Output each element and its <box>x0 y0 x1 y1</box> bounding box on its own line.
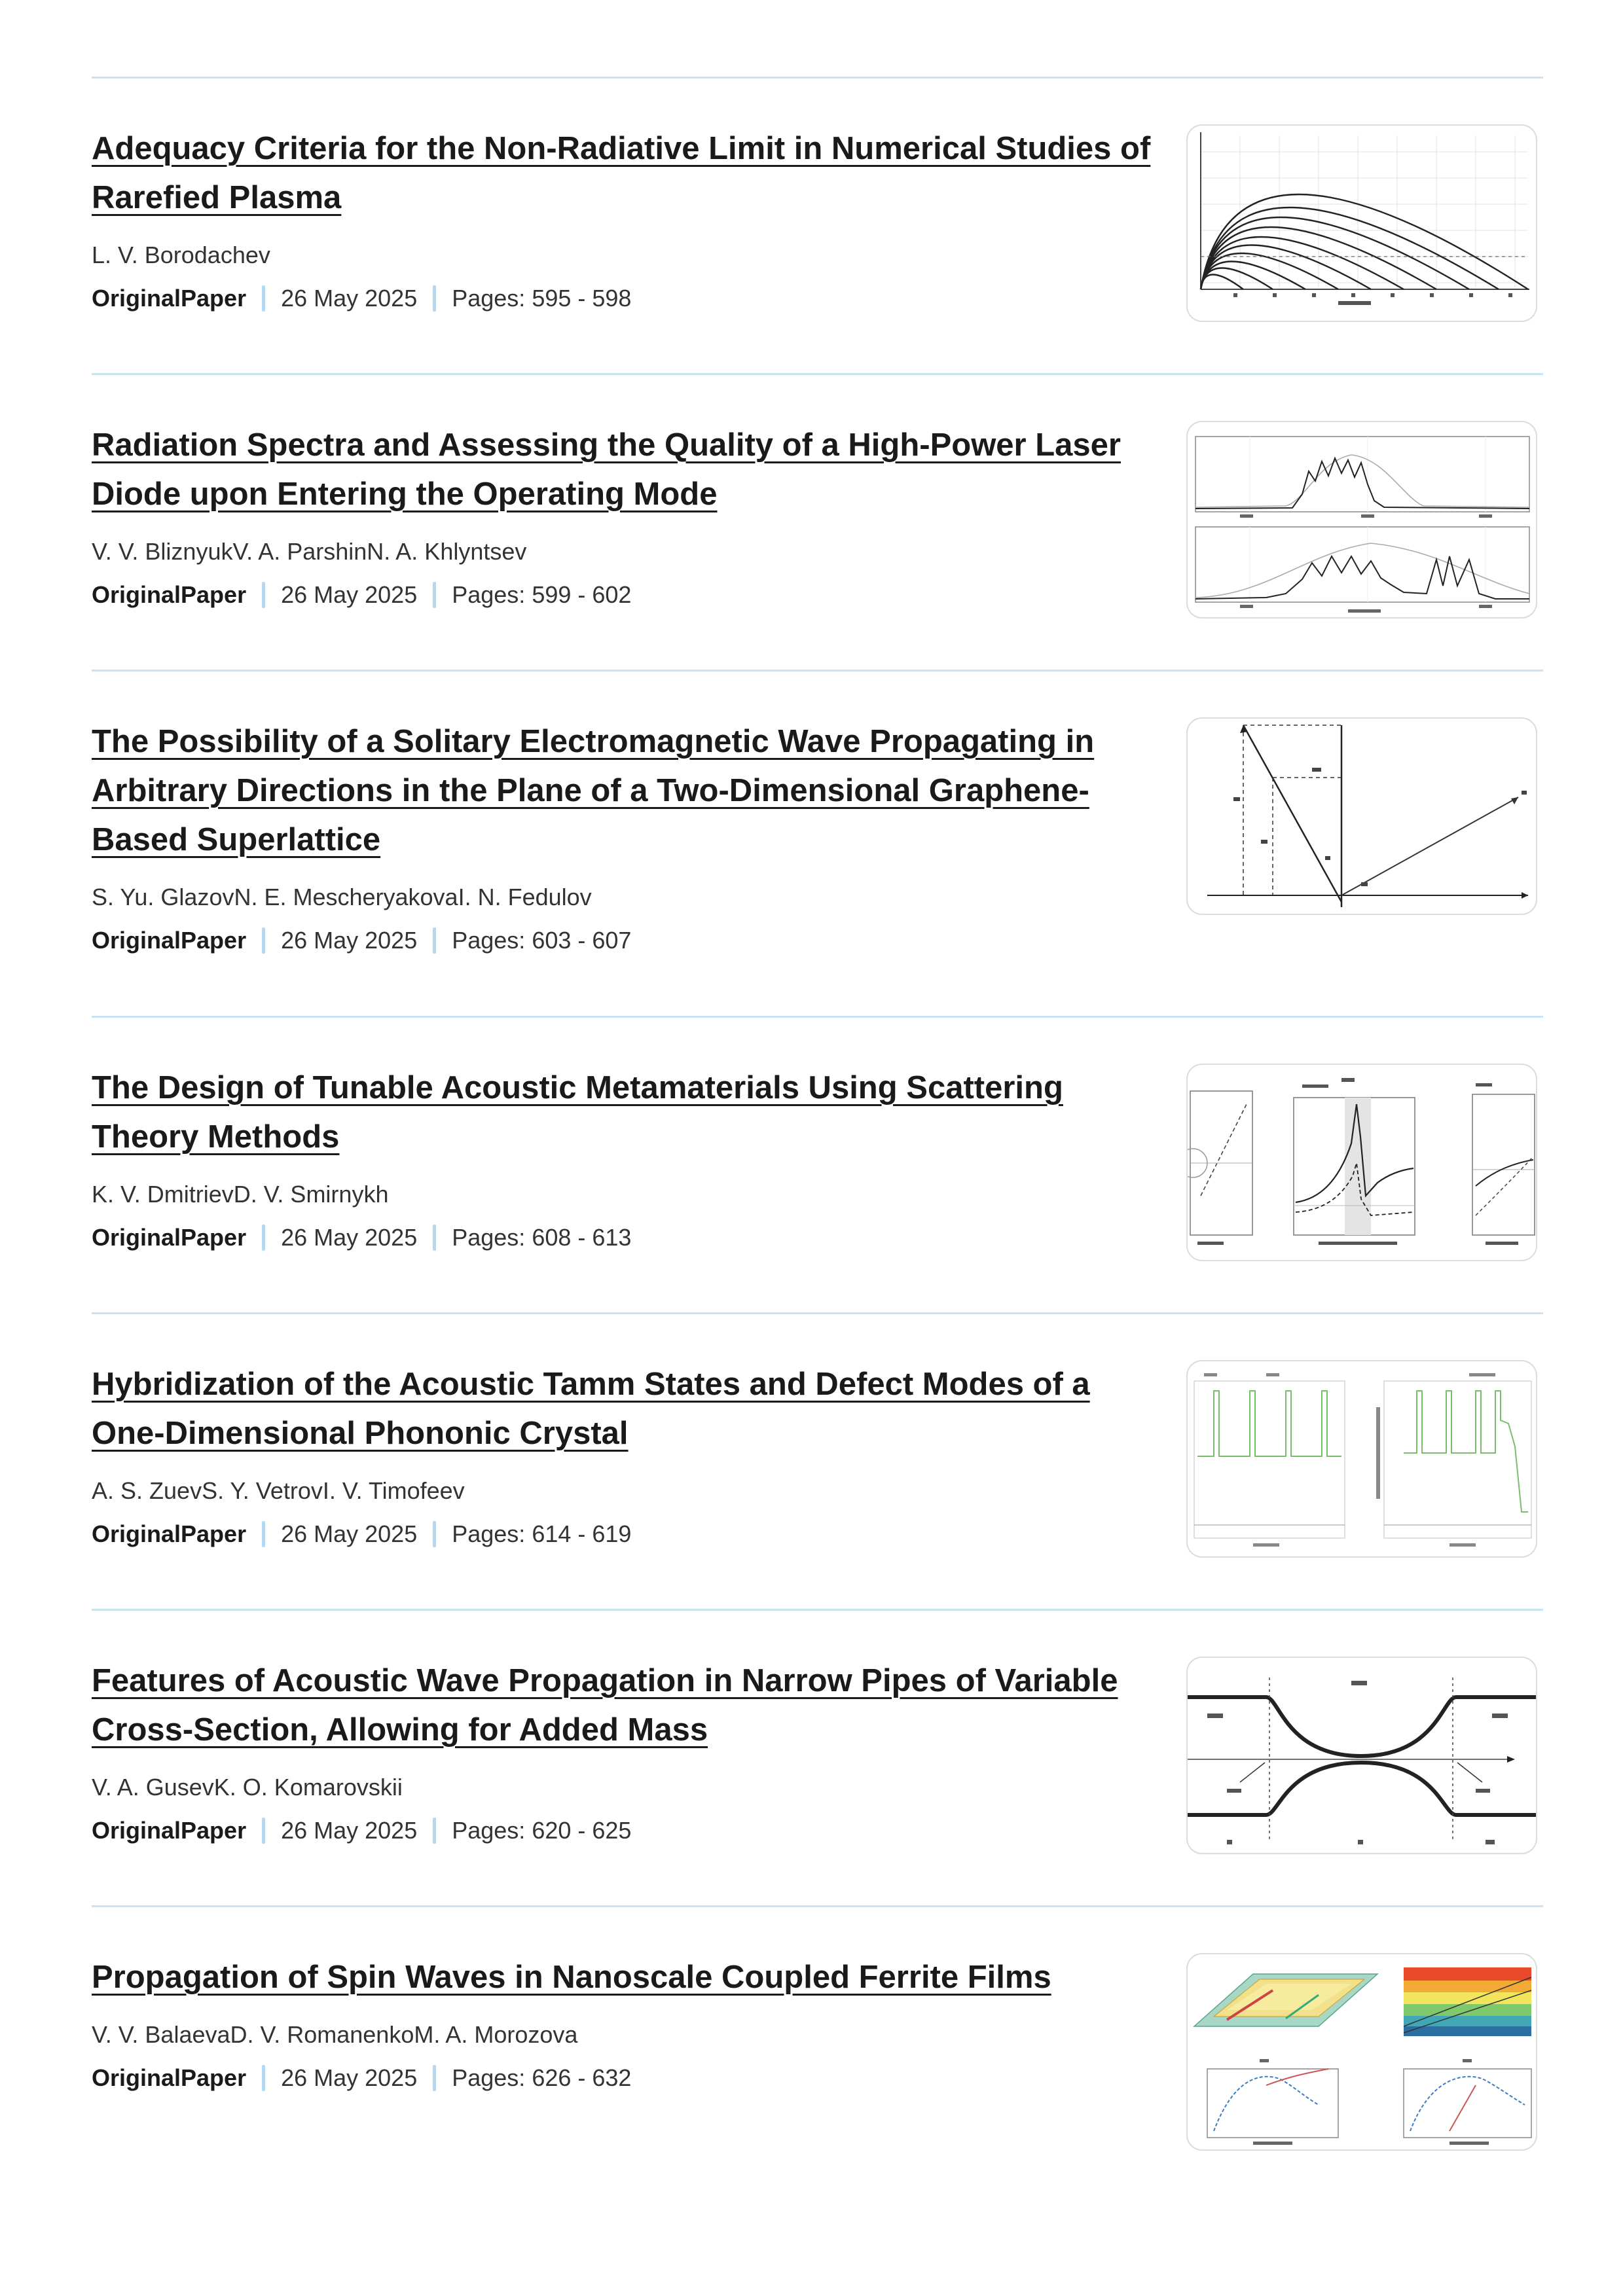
page-range: Pages: 599 - 602 <box>452 581 632 608</box>
article-item <box>92 1657 1543 1853</box>
meta-separator <box>433 1225 436 1251</box>
divider <box>92 77 1543 79</box>
divider <box>92 1905 1543 1907</box>
page-range: Pages: 626 - 632 <box>452 2064 632 2091</box>
meta-separator <box>262 1818 265 1844</box>
page-range: Pages: 603 - 607 <box>452 927 632 954</box>
article-thumbnail[interactable] <box>1186 1064 1537 1261</box>
published-date: 26 May 2025 <box>281 1224 418 1251</box>
phononic-crystal-figure <box>1188 1361 1536 1556</box>
article-meta <box>92 1223 1152 1252</box>
article-meta <box>92 1520 1152 1549</box>
article-meta <box>92 926 1152 955</box>
page-range: Pages: 608 - 613 <box>452 1224 632 1251</box>
article-title-link[interactable]: The Possibility of a Solitary Electromagnetic Wave Propagating in Arbitrary Directions in the Plane of a Two-Dimensional Graphene-Based Superlattice <box>92 724 1095 857</box>
article-meta <box>92 581 1152 609</box>
content-type: OriginalPaper <box>92 285 247 312</box>
article-title-link[interactable]: Radiation Spectra and Assessing the Quality of a High-Power Laser Diode upon Entering the Operating Mode <box>92 427 1121 512</box>
published-date: 26 May 2025 <box>281 285 418 312</box>
meta-separator <box>433 285 436 312</box>
meta-separator <box>262 927 265 954</box>
meta-separator <box>262 582 265 608</box>
content-type: OriginalPaper <box>92 1817 247 1844</box>
meta-separator <box>433 1818 436 1844</box>
content-type: OriginalPaper <box>92 581 247 608</box>
divider <box>92 373 1543 375</box>
meta-separator <box>262 1521 265 1547</box>
article-authors: L. V. Borodachev <box>92 242 270 268</box>
content-type: OriginalPaper <box>92 2064 247 2091</box>
content-type: OriginalPaper <box>92 1224 247 1251</box>
spectra-figure <box>1188 422 1536 617</box>
article-meta <box>92 1816 1152 1845</box>
content-type: OriginalPaper <box>92 927 247 954</box>
scattering-plots-figure <box>1188 1065 1536 1260</box>
article-item <box>92 1064 1543 1260</box>
article-thumbnail[interactable] <box>1186 1360 1537 1558</box>
divider <box>92 1016 1543 1018</box>
article-thumbnail[interactable] <box>1186 421 1537 619</box>
article-title-link[interactable]: The Design of Tunable Acoustic Metamaterials Using Scattering Theory Methods <box>92 1070 1063 1155</box>
meta-separator <box>262 2065 265 2091</box>
article-title-link[interactable]: Hybridization of the Acoustic Tamm States and Defect Modes of a One-Dimensional Phononic Crystal <box>92 1367 1090 1451</box>
meta-separator <box>433 2065 436 2091</box>
article-thumbnail[interactable] <box>1186 124 1537 322</box>
article-item <box>92 1360 1543 1556</box>
article-authors: V. V. BalaevaD. V. RomanenkoM. A. Morozova <box>92 2021 578 2048</box>
page-range: Pages: 620 - 625 <box>452 1817 632 1844</box>
article-item <box>92 421 1543 617</box>
published-date: 26 May 2025 <box>281 1520 418 1547</box>
article-authors: V. A. GusevK. O. Komarovskii <box>92 1774 403 1801</box>
vector-diagram-figure <box>1188 719 1536 914</box>
page-range: Pages: 595 - 598 <box>452 285 632 312</box>
article-meta <box>92 284 1152 313</box>
published-date: 26 May 2025 <box>281 927 418 954</box>
article-authors: S. Yu. GlazovN. E. MescheryakovaI. N. Fedulov <box>92 884 592 910</box>
article-title-link[interactable]: Features of Acoustic Wave Propagation in Narrow Pipes of Variable Cross-Section, Allowing for Added Mass <box>92 1663 1118 1748</box>
article-authors: V. V. BliznyukV. A. ParshinN. A. Khlyntsev <box>92 538 527 565</box>
article-item <box>92 1953 1543 2149</box>
published-date: 26 May 2025 <box>281 2064 418 2091</box>
pipe-diagram-figure <box>1188 1658 1536 1853</box>
divider <box>92 670 1543 672</box>
article-title-link[interactable]: Adequacy Criteria for the Non-Radiative Limit in Numerical Studies of Rarefied Plasma <box>92 131 1151 215</box>
divider <box>92 1312 1543 1314</box>
meta-separator <box>433 1521 436 1547</box>
article-thumbnail[interactable] <box>1186 1953 1537 2151</box>
published-date: 26 May 2025 <box>281 581 418 608</box>
meta-separator <box>433 582 436 608</box>
article-item <box>92 124 1543 321</box>
article-authors: A. S. ZuevS. Y. VetrovI. V. Timofeev <box>92 1477 465 1504</box>
divider <box>92 1609 1543 1611</box>
meta-separator <box>433 927 436 954</box>
page-range: Pages: 614 - 619 <box>452 1520 632 1547</box>
article-title-link[interactable]: Propagation of Spin Waves in Nanoscale Coupled Ferrite Films <box>92 1960 1051 1995</box>
curves-family-figure <box>1188 126 1536 321</box>
spin-waves-figure <box>1188 1954 1536 2149</box>
article-item <box>92 717 1543 954</box>
content-type: OriginalPaper <box>92 1520 247 1547</box>
article-meta <box>92 2064 1152 2092</box>
meta-separator <box>262 285 265 312</box>
article-thumbnail[interactable] <box>1186 1657 1537 1854</box>
article-thumbnail[interactable] <box>1186 717 1537 915</box>
meta-separator <box>262 1225 265 1251</box>
published-date: 26 May 2025 <box>281 1817 418 1844</box>
article-authors: K. V. DmitrievD. V. Smirnykh <box>92 1181 389 1208</box>
